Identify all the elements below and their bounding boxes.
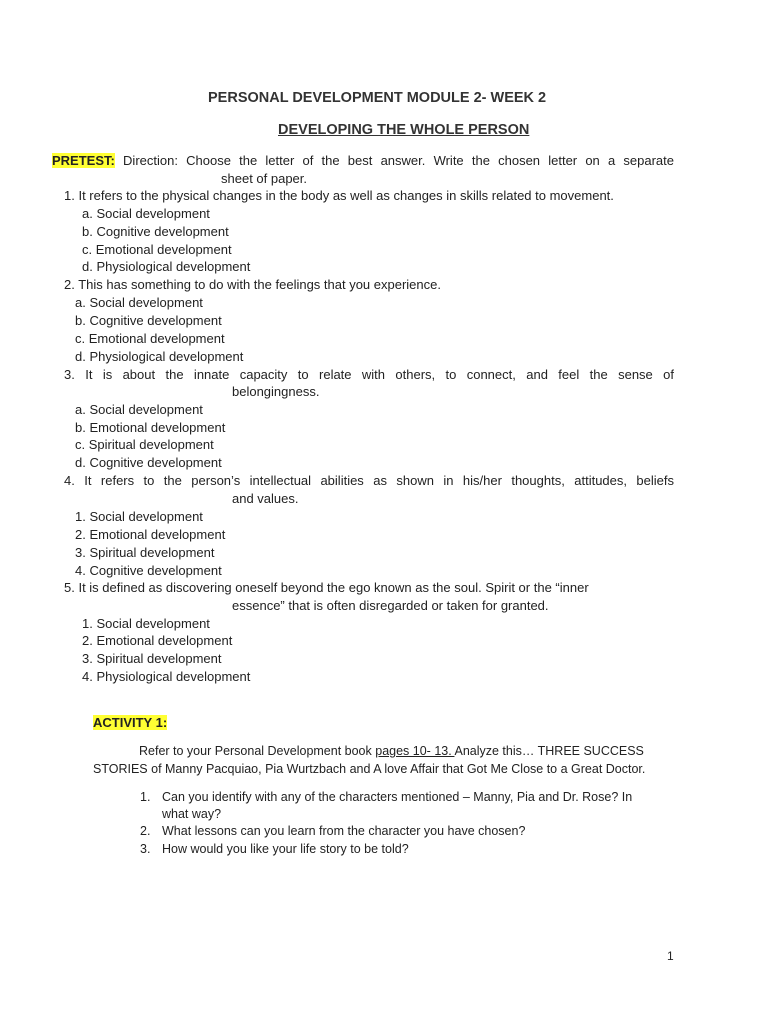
intro-pages: pages 10- 13. — [375, 744, 455, 758]
q1-option-c: c. Emotional development — [82, 242, 232, 257]
direction-line2: sheet of paper. — [221, 171, 308, 186]
activity-item-1 — [140, 789, 632, 805]
q4-option-3: 3. Spiritual development — [75, 545, 215, 560]
intro-part-a: Refer to your Personal Development book — [139, 744, 376, 758]
activity-item-2 — [140, 823, 525, 839]
activity-heading — [93, 715, 167, 731]
question-5-line2: essence” that is often disregarded or taken for granted. — [232, 598, 549, 613]
q5-option-1: 1. Social development — [82, 616, 210, 631]
q1-option-b: b. Cognitive development — [82, 224, 229, 239]
page-title: PERSONAL DEVELOPMENT MODULE 2- WEEK 2 — [208, 90, 547, 106]
activity-item-3 — [140, 841, 409, 857]
q4-option-2: 2. Emotional development — [75, 527, 226, 542]
q5-option-3: 3. Spiritual development — [82, 651, 222, 666]
page-subtitle: DEVELOPING THE WHOLE PERSON — [278, 122, 530, 138]
q3-option-a: a. Social development — [75, 402, 203, 417]
q3-option-b: b. Emotional development — [75, 420, 226, 435]
q4-option-4: 4. Cognitive development — [75, 563, 222, 578]
q2-option-b: b. Cognitive development — [75, 313, 222, 328]
item-1-number: 1. — [140, 790, 151, 804]
q1-option-a: a. Social development — [82, 206, 210, 221]
q5-option-4: 4. Physiological development — [82, 669, 251, 684]
activity-label: ACTIVITY 1: — [93, 715, 168, 730]
question-3 — [64, 367, 674, 383]
item-2-text: What lessons can you learn from the character you have chosen? — [162, 824, 526, 838]
q2-option-d: d. Physiological development — [75, 349, 244, 364]
question-1: 1. It refers to the physical changes in the body as well as changes in skills related to movement. — [64, 188, 614, 203]
item-1-text: Can you identify with any of the characters mentioned – Manny, Pia and Dr. Rose? In — [162, 790, 633, 804]
activity-item-1-line2: what way? — [162, 807, 222, 821]
question-4 — [64, 473, 674, 489]
q4-option-1: 1. Social development — [75, 509, 203, 524]
q5-option-2: 2. Emotional development — [82, 633, 233, 648]
page-number: 1 — [667, 949, 674, 963]
q3-option-d: d. Cognitive development — [75, 455, 222, 470]
question-4-line1: 4. It refers to the person’s intellectual abilities as shown in his/her thoughts, attitudes, beliefs — [64, 473, 674, 488]
direction-line1: Direction: Choose the letter of the best answer. Write the chosen letter on a separate — [123, 153, 674, 168]
item-3-number: 3. — [140, 842, 151, 856]
pretest-label: PRETEST: — [52, 153, 115, 168]
question-5: 5. It is defined as discovering oneself beyond the ego known as the soul. Spirit or the “inner — [64, 580, 589, 595]
activity-intro-line2: STORIES of Manny Pacquiao, Pia Wurtzbach and A love Affair that Got Me Close to a Great Doctor. — [93, 762, 646, 776]
question-2: 2. This has something to do with the feelings that you experience. — [64, 277, 441, 292]
intro-part-b: Analyze this… THREE SUCCESS — [454, 744, 644, 758]
q2-option-c: c. Emotional development — [75, 331, 225, 346]
q3-option-c: c. Spiritual development — [75, 437, 214, 452]
activity-intro-line1 — [139, 743, 644, 759]
pretest-direction — [52, 153, 674, 169]
question-3-line2: belongingness. — [232, 384, 320, 399]
question-3-line1: 3. It is about the innate capacity to relate with others, to connect, and feel the sense of — [64, 367, 674, 382]
q1-option-d: d. Physiological development — [82, 259, 251, 274]
item-2-number: 2. — [140, 824, 151, 838]
item-3-text: How would you like your life story to be told? — [162, 842, 409, 856]
question-4-line2: and values. — [232, 491, 299, 506]
q2-option-a: a. Social development — [75, 295, 203, 310]
